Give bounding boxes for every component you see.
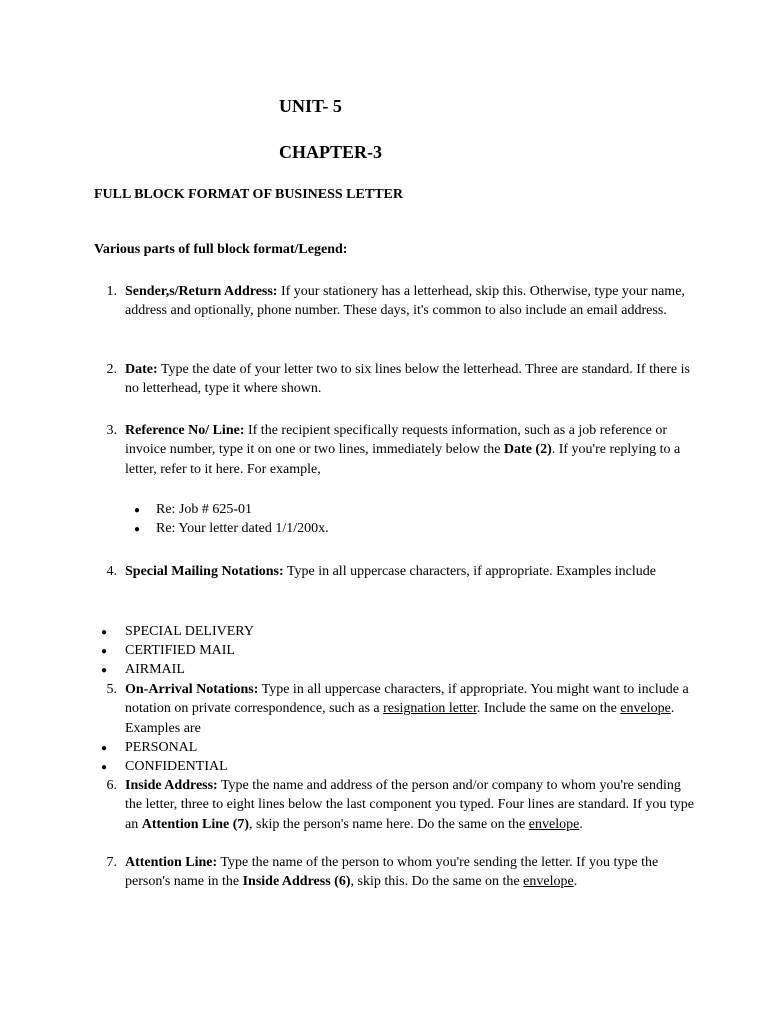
list-item-date xyxy=(95,360,695,399)
document-title: FULL BLOCK FORMAT OF BUSINESS LETTER xyxy=(94,187,403,202)
item-number: 7. xyxy=(106,855,117,870)
envelope-link[interactable]: envelope xyxy=(528,816,580,832)
bullet-icon: ● xyxy=(101,646,108,657)
item-term: On-Arrival Notations: xyxy=(125,682,259,697)
example-text: CERTIFIED MAIL xyxy=(125,643,235,658)
item-term: Sender,s/Return Address: xyxy=(125,284,278,299)
bullet-icon: ● xyxy=(134,524,141,535)
envelope-link[interactable]: envelope xyxy=(620,701,671,717)
item-number: 2. xyxy=(106,362,117,377)
item-text: If the recipient specifically requests information, such as a job reference or invoice number, type it on one or two lines, immediately below the xyxy=(125,423,668,458)
item-text: . Examples are xyxy=(125,701,675,736)
item-reference: Date (2) xyxy=(503,442,552,458)
item-text: . Include the same on the xyxy=(476,701,621,717)
item-text: , skip the person's name here. Do the same on the xyxy=(249,816,529,832)
bullet-icon: ● xyxy=(101,762,108,773)
item-term: Special Mailing Notations: xyxy=(125,564,284,579)
item-number: 1. xyxy=(106,284,117,299)
list-item-sender-address xyxy=(95,282,695,321)
resignation-letter-link[interactable]: resignation letter xyxy=(383,701,477,717)
bullet-icon: ● xyxy=(101,743,108,754)
item-number: 6. xyxy=(106,778,117,793)
item-reference: Attention Line (7) xyxy=(141,816,250,832)
envelope-link[interactable]: envelope xyxy=(523,874,574,890)
item-text: . If you're replying to a letter, refer to it here. For example, xyxy=(125,442,681,477)
item-text: Type the date of your letter two to six lines below the letterhead. Three are standard. If there is no letterhead, type it where shown. xyxy=(125,362,690,397)
item-term: Inside Address: xyxy=(125,778,218,793)
list-item-reference-line xyxy=(95,421,695,479)
item-text: Type the name and address of the person and/or company to whom you're sending the letter, three to eight lines below the last component you typed. Four lines are standard. If you type an xyxy=(125,778,695,832)
list-item-inside-address xyxy=(95,776,695,834)
legend-heading: Various parts of full block format/Legend: xyxy=(94,242,348,257)
item-text: Type in all uppercase characters, if appropriate. Examples include xyxy=(283,564,656,579)
bullet-icon: ● xyxy=(101,627,108,638)
example-text: Re: Job # 625-01 xyxy=(156,502,253,517)
list-item-special-mailing xyxy=(95,562,695,581)
item-text: Type the name of the person to whom you're sending the letter. If you type the person's name in the xyxy=(125,855,659,890)
item-text: . xyxy=(579,816,583,832)
item-number: 5. xyxy=(106,682,117,697)
bullet-icon: ● xyxy=(134,505,141,516)
example-text: AIRMAIL xyxy=(125,662,185,677)
item-text: If your stationery has a letterhead, skip this. Otherwise, type your name, address and optionally, phone number. These days, it's common to also include an email address. xyxy=(125,284,685,319)
example-text: SPECIAL DELIVERY xyxy=(125,624,254,639)
item-text: Type in all uppercase characters, if appropriate. You might want to include a notation on private correspondence, such as a xyxy=(125,682,689,717)
list-item-attention-line xyxy=(95,853,695,892)
example-text: CONFIDENTIAL xyxy=(125,759,228,774)
item-number: 4. xyxy=(106,564,117,579)
item-reference: Inside Address (6) xyxy=(242,874,351,890)
chapter-heading: CHAPTER-3 xyxy=(279,142,382,162)
bullet-icon: ● xyxy=(101,665,108,676)
item-term: Attention Line: xyxy=(125,855,218,870)
item-number: 3. xyxy=(106,423,117,438)
example-text: PERSONAL xyxy=(125,740,198,755)
item-text: . xyxy=(573,874,578,890)
example-text: Re: Your letter dated 1/1/200x. xyxy=(156,521,329,536)
list-item-on-arrival xyxy=(95,680,695,738)
item-term: Date: xyxy=(125,362,158,377)
unit-heading: UNIT- 5 xyxy=(279,96,342,116)
item-term: Reference No/ Line: xyxy=(125,423,245,438)
item-text: , skip this. Do the same on the xyxy=(350,874,524,890)
